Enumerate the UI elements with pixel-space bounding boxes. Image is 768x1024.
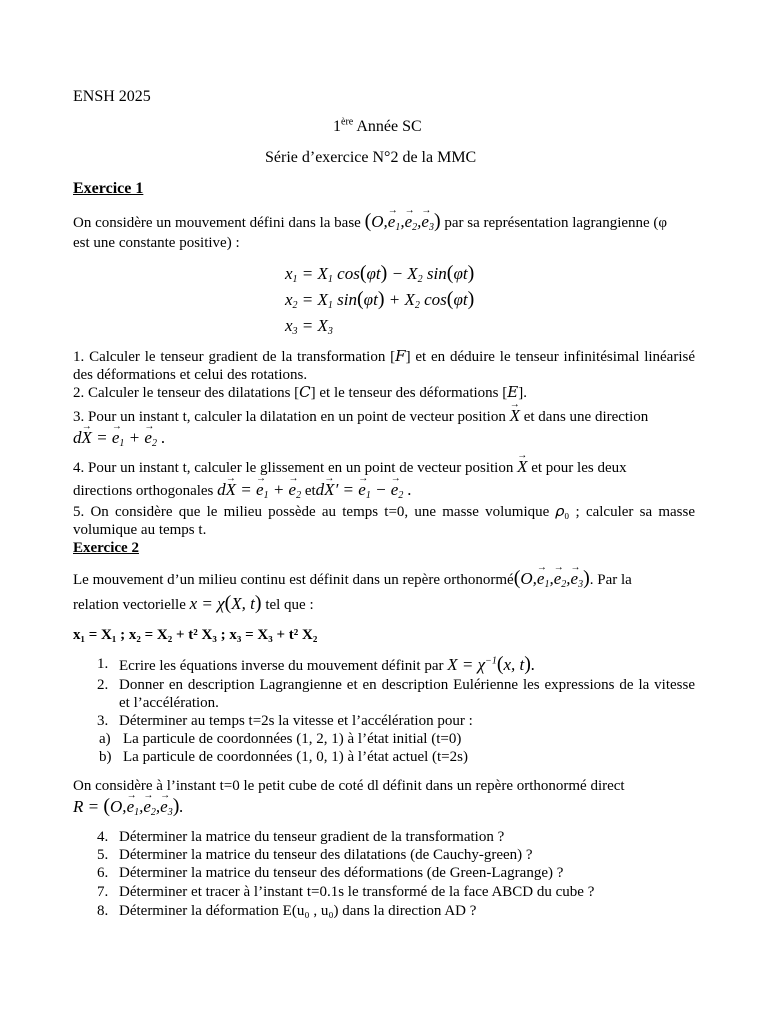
equation-x1: $x_1 = X_1$ $\cos(\varphi t) - X_2$ sin(φt) [285, 262, 475, 285]
ex2-item-1 [119, 655, 535, 675]
ex1-intro-line2: est une constante positive) : [73, 235, 240, 251]
year-text: Année SC [353, 118, 422, 135]
exercise-1-title: Exercice 1 [73, 180, 144, 197]
ex2-item-6-num: 6. [97, 865, 109, 881]
frame-R-formula: $R = (O,\to e_1,\to e_2,\to e_3)$. [73, 797, 184, 816]
ex2-item-8: Déterminer la déformation E(u₀ , u₀) dans la direction AD ? [119, 903, 477, 919]
ex2-subitem-a-num: a) [99, 731, 111, 747]
frame-formula: $(O,\to e_1,\to e_2,\to e_3)$ [514, 569, 590, 588]
ex2-item-1-text: Ecrire les équations inverse du mouvement définit par [119, 658, 444, 674]
ex1-q4-directions [73, 481, 412, 500]
ex2-item-5-num: 5. [97, 847, 109, 863]
direction-dX-prime-formula: d→ X′ = → $e_1$ − → $e_2$ . [316, 480, 412, 499]
ex2-item-1-num: 1. [97, 656, 109, 672]
direction-dX-formula-q4: d→ X = → $e_1$ + → $e_2$ [217, 480, 301, 499]
ex1-q3-text-b: et dans une direction [523, 409, 649, 425]
ex2-intro-line1 [73, 569, 632, 589]
ex1-q4-text-b: et pour les deux [531, 460, 627, 476]
relation-formula: x = χ(X, t) [189, 592, 262, 614]
ex2-item-6: Déterminer la matrice du tenseur des déformations (de Green-Lagrange) ? [119, 865, 564, 881]
ex2-item-4: Déterminer la matrice du tenseur gradient de la transformation ? [119, 829, 505, 845]
ex1-question-2: 2. Calculer le tenseur des dilatations [𝐶] et le tenseur des déformations [𝐸]. [73, 385, 527, 401]
base-formula: $(O,\to e_1,\to e_2,\to e_3)$ [365, 212, 441, 231]
series-title: Série d’exercice N°2 de la MMC [265, 149, 477, 166]
ex1-q4-text-c: directions orthogonales [73, 483, 214, 499]
ex1-question-3 [73, 407, 648, 426]
direction-dX-formula: d→ X = → $e_1$ + → $e_2$ . [73, 429, 165, 447]
ex2-subitem-b-num: b) [99, 749, 112, 765]
ex2-subitem-b: La particule de coordonnées (1, 0, 1) à l’état actuel (t=2s) [123, 749, 468, 765]
equation-x3: $x_3 = X_3$ [285, 316, 333, 337]
ex2-item-3-num: 3. [97, 713, 109, 729]
exercise-2-title: Exercice 2 [73, 540, 139, 556]
ex2-item-2: Donner en description Lagrangienne et en description Eulérienne les expressions de la vitesse et l’accélération. [119, 677, 695, 711]
ex2-item-3: Déterminer au temps t=2s la vitesse et l’accélération pour : [119, 713, 473, 729]
ex2-intro-text-b: . Par la [589, 572, 632, 588]
ex2-item-4-num: 4. [97, 829, 109, 845]
vector-X-q4: → X [517, 458, 527, 476]
ex2-item-7-num: 7. [97, 884, 109, 900]
ex1-question-1: 1. Calculer le tenseur gradient de la transformation [𝐹] et en déduire le tenseur infinitésimal linéarisé des déformations et celui des rotations. [73, 349, 695, 383]
year-title [333, 118, 422, 136]
ex2-item-5: Déterminer la matrice du tenseur des dilatations (de Cauchy-green) ? [119, 847, 533, 863]
school-header: ENSH 2025 [73, 88, 151, 105]
year-number: 1 [333, 118, 341, 135]
ex2-intro-line2 [73, 594, 314, 614]
ex1-intro-line1 [73, 212, 667, 232]
ex1-question-4 [73, 458, 627, 477]
ex1-question-5: 5. On considère que le milieu possède au temps t=0, une masse volumique 𝜌₀ ; calculer sa masse volumique au temps t. [73, 504, 695, 538]
ex2-intro-text-d: tel que : [265, 597, 314, 613]
equation-x2: $x_2 = X_1$ $\sin(\varphi t) + X_2$ cos(φt) [285, 288, 475, 311]
vector-X: → X [510, 407, 520, 425]
ex2-item-8-num: 8. [97, 903, 109, 919]
ex1-q3-text-a: 3. Pour un instant t, calculer la dilatation en un point de vecteur position [73, 409, 506, 425]
ex1-q4-text-d: et [304, 483, 316, 499]
ex2-intro-text-c: relation vectorielle [73, 597, 186, 613]
ex2-cube-intro: On considère à l’instant t=0 le petit cube de coté dl définit dans un repère orthonormé direct [73, 778, 625, 794]
ex2-subitem-a: La particule de coordonnées (1, 2, 1) à l’état initial (t=0) [123, 731, 462, 747]
ex1-intro-text-b: par sa représentation lagrangienne (φ [444, 215, 668, 231]
ex2-relations: x₁ = X₁ ; x₂ = X₂ + t² X₃ ; x₃ = X₃ + t² X₂ [73, 627, 318, 643]
year-superscript: ère [341, 116, 354, 128]
ex1-intro-text-a: On considère un mouvement défini dans la base [73, 215, 361, 231]
ex2-item-7: Déterminer et tracer à l’instant t=0.1s le transformé de la face ABCD du cube ? [119, 884, 595, 900]
ex2-item-2-num: 2. [97, 677, 109, 693]
inverse-formula: $X = \chi^{-1}(x$, t). [447, 653, 536, 675]
ex2-intro-text-a: Le mouvement d’un milieu continu est définit dans un repère orthonormé [73, 572, 514, 588]
ex1-q4-text-a: 4. Pour un instant t, calculer le glissement en un point de vecteur position [73, 460, 514, 476]
